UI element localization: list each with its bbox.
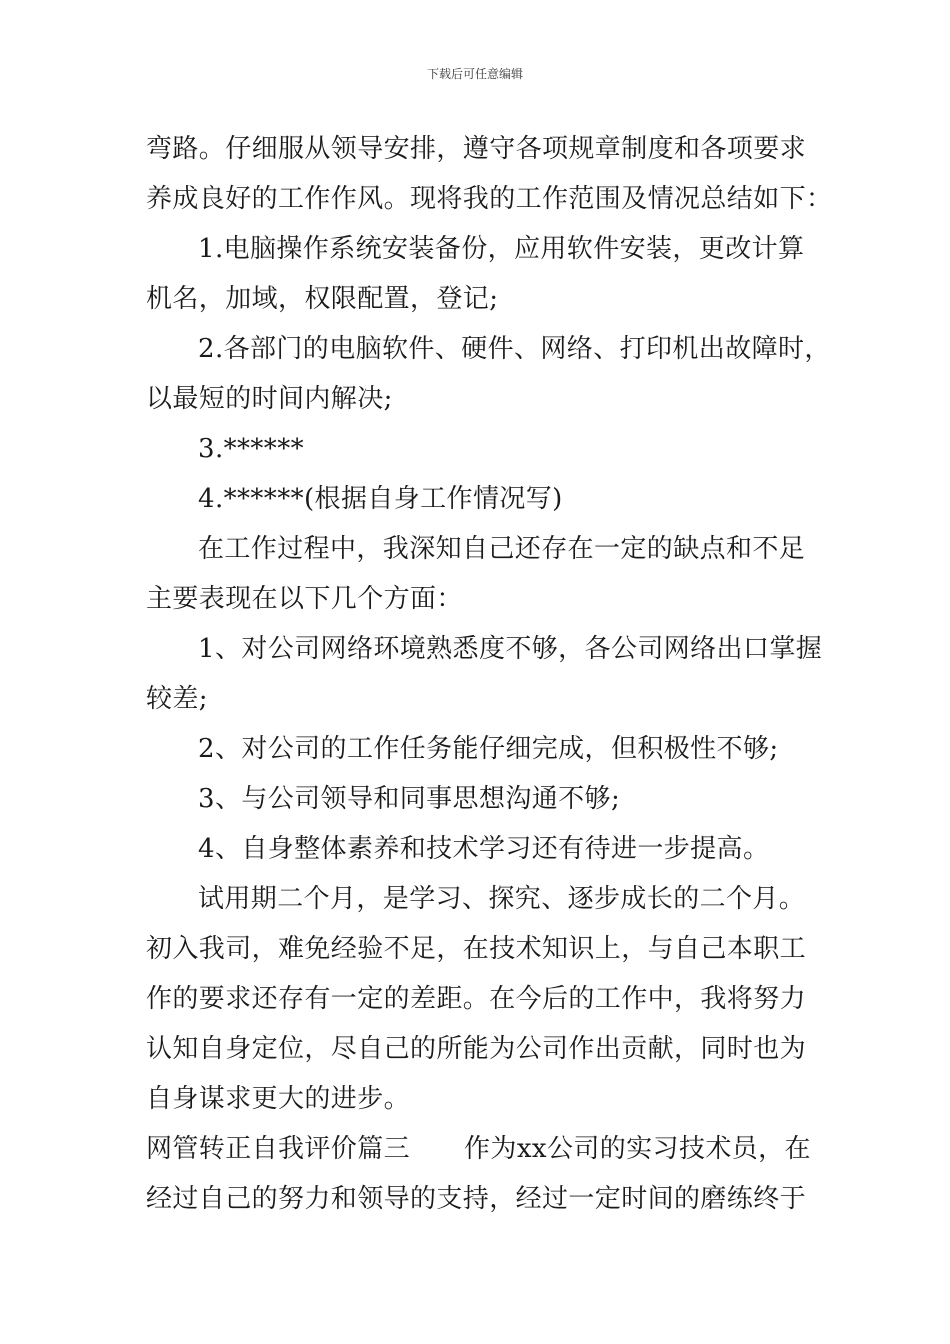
list-item: 1、对公司网络环境熟悉度不够，各公司网络出口掌握 [198, 634, 823, 664]
paragraph-line: 弯路。仔细服从领导安排，遵守各项规章制度和各项要求 [146, 134, 807, 164]
list-item: 3、与公司领导和同事思想沟通不够; [198, 784, 621, 814]
list-item: 1.电脑操作系统安装备份，应用软件安装，更改计算 [198, 234, 805, 264]
section-title-continuation: 作为xx公司的实习技术员，在 [464, 1134, 811, 1164]
section-title-line [146, 1133, 826, 1165]
page-header: 下载后可任意编辑 [426, 67, 523, 81]
list-item-continuation: 机名，加域，权限配置，登记; [146, 284, 499, 314]
list-item: 3.****** [198, 434, 305, 464]
paragraph-line: 自身谋求更大的进步。 [146, 1084, 411, 1114]
section-title: 网管转正自我评价篇三 [146, 1134, 411, 1164]
list-item: 4、自身整体素养和技术学习还有待进一步提高。 [198, 834, 770, 864]
list-item: 2.各部门的电脑软件、硬件、网络、打印机出故障时， [198, 334, 831, 364]
list-item-continuation: 较差; [146, 684, 208, 714]
paragraph-line: 主要表现在以下几个方面： [146, 584, 463, 614]
paragraph-line: 在工作过程中，我深知自己还存在一定的缺点和不足 [198, 534, 806, 564]
paragraph-line: 作的要求还存有一定的差距。在今后的工作中，我将努力 [146, 984, 807, 1014]
paragraph-line: 经过自己的努力和领导的支持，经过一定时间的磨练终于 [146, 1184, 807, 1214]
list-item-continuation: 以最短的时间内解决; [146, 384, 393, 414]
paragraph-line: 初入我司，难免经验不足，在技术知识上，与自己本职工 [146, 934, 807, 964]
paragraph-line: 养成良好的工作作风。现将我的工作范围及情况总结如下： [146, 184, 833, 214]
paragraph-line: 认知自身定位，尽自己的所能为公司作出贡献，同时也为 [146, 1034, 807, 1064]
list-item: 2、对公司的工作任务能仔细完成，但积极性不够; [198, 734, 779, 764]
paragraph-line: 试用期二个月，是学习、探究、逐步成长的二个月。 [198, 884, 806, 914]
list-item: 4.******(根据自身工作情况写) [198, 484, 563, 514]
